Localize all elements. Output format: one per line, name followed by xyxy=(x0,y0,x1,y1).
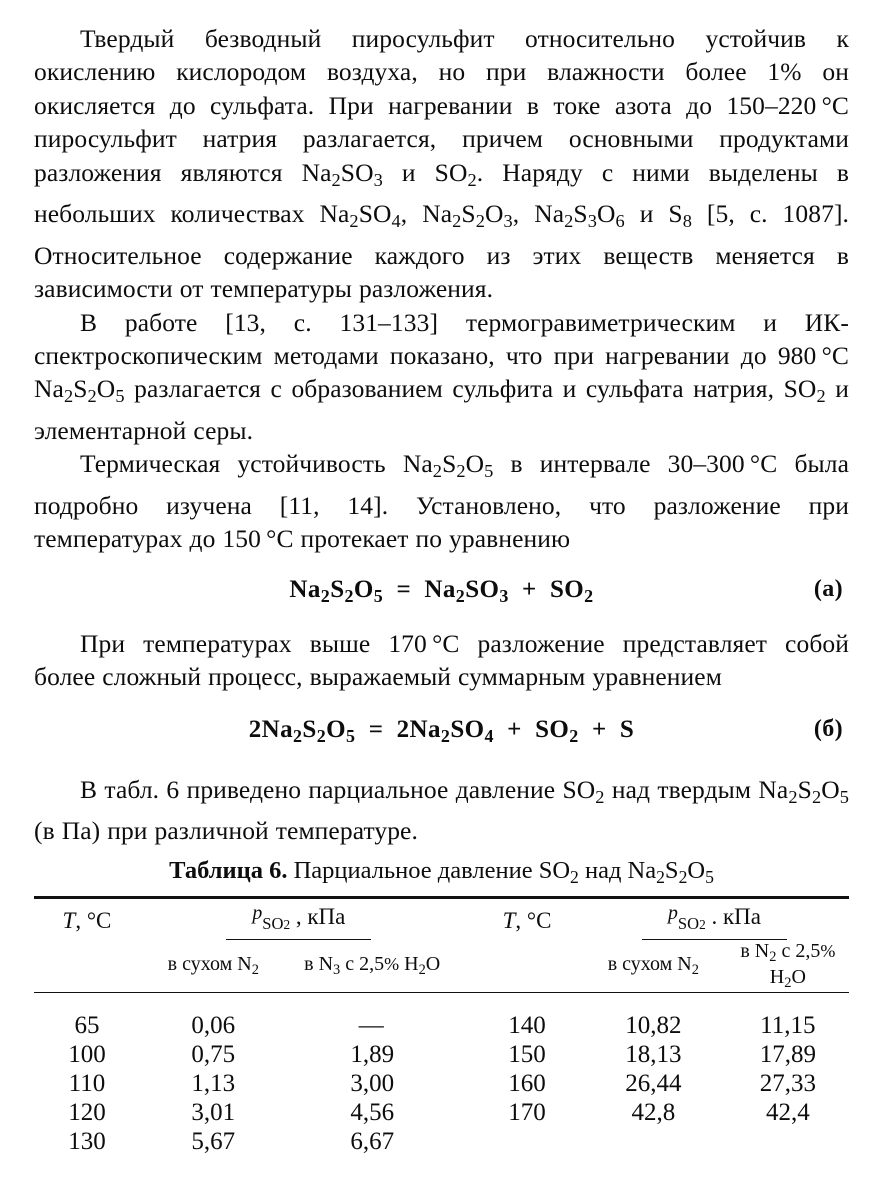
cell-gap xyxy=(458,1040,474,1069)
equation-a-text: $Na_2S_2O_5 = Na_2SO_3 + SO_2$ xyxy=(289,575,594,606)
subheader-wet-left: в $N_3$ с 2,5% $H_2O$ xyxy=(304,953,441,979)
cell-temp-left: 65 xyxy=(74,1012,100,1040)
cell-temp-right: 150 xyxy=(508,1041,546,1069)
cell-temp-right xyxy=(474,1127,580,1156)
paragraph-3: Термическая устойчивость $Na_2S_2O_5$ в интервале 30–300 °C была подробно изучена [11, 14]. Установлено, что разложение при температурах до 150 °C протекает по уравнению xyxy=(34,449,849,554)
paragraph-5: В табл. 6 приведено парциальное давление $SO_2$ над твердым $Na_2S_2O_5$ (в Па) при различной температуре. xyxy=(34,774,850,846)
cell-wet-right xyxy=(727,1127,849,1156)
paragraph-2: В работе [13, с. 131–133] термогравиметрическим и ИК-спектроскопическим методами показано, что при нагревании до 980 °C $Na_2S_2O_5$ разлагается с образованием сульфита и сульфата натрия, $SO_2$ и элементарной серы. xyxy=(34,307,849,445)
header-temp-left: T, °C xyxy=(62,908,112,934)
subheader-dry-right: в сухом $N_2$ xyxy=(607,953,699,979)
cell-gap xyxy=(458,1098,474,1127)
cell-wet-right: 11,15 xyxy=(760,1012,816,1040)
cell-dry-right xyxy=(580,1127,727,1156)
cell-temp-right: 140 xyxy=(508,1012,546,1040)
table-row xyxy=(34,1069,849,1098)
table-row xyxy=(34,1098,849,1127)
cell-temp-left: 110 xyxy=(68,1070,106,1098)
pressure-table xyxy=(34,896,849,1156)
cell-wet-left: 3,00 xyxy=(350,1070,395,1098)
subheader-blank-right xyxy=(474,940,580,993)
equation-b-text: $2Na_2S_2O_5 = 2Na_2SO_4 + SO_2 + S$ xyxy=(248,715,635,746)
cell-wet-right: 17,89 xyxy=(759,1041,816,1069)
table-header-row xyxy=(34,902,849,940)
equation-a-number: (а) xyxy=(813,575,843,602)
header-temp-right: T, °C xyxy=(502,908,552,934)
cell-wet-left: 4,56 xyxy=(350,1099,395,1127)
cell-wet-left: 6,67 xyxy=(350,1128,395,1156)
subheader-blank-left xyxy=(34,940,140,993)
cell-temp-left: 100 xyxy=(68,1041,106,1069)
paragraph-1: Твердый безводный пиросульфит относительно устойчив к окислению кислородом воздуха, но при влажности более 1% он окисляется до сульфата. При нагревании в токе азота до 150–220 °C пиросульфит натрия разлагается, причем основными продуктами разложения являются $Na_2SO_3$ и $SO_2$. Наряду с ними выделены в небольших количествах $Na_2SO_4$, $Na_2S_2O_3$, $Na_2S_3O_6$ и $S_8$ [5, с. 1087]. Относительное содержание каждого из этих веществ меняется в зависимости от температуры разложения. xyxy=(34,24,850,304)
equation-b-number: (б) xyxy=(813,715,843,742)
subheader-gap xyxy=(458,940,474,993)
cell-dry-left: 3,01 xyxy=(191,1099,236,1127)
equation-a xyxy=(34,576,849,607)
cell-dry-left: 5,67 xyxy=(191,1128,236,1156)
table-row xyxy=(34,1127,849,1156)
cell-dry-right: 42,8 xyxy=(631,1099,676,1127)
cell-temp-right: 160 xyxy=(508,1070,546,1098)
equation-b xyxy=(34,716,849,747)
header-pressure-right: $p_{SO2}$ . кПа xyxy=(580,902,849,940)
cell-wet-left: 1,89 xyxy=(350,1041,395,1069)
cell-wet-right: 42,4 xyxy=(765,1099,810,1127)
table-subheader-row xyxy=(34,940,849,993)
table-caption: Таблица 6. Парциальное давление $SO_2$ над $Na_2S_2O_5$ xyxy=(169,857,714,888)
header-pressure-left: $p_{SO2}$ , кПа xyxy=(140,902,458,940)
cell-temp-left: 130 xyxy=(68,1128,106,1156)
cell-wet-right: 27,33 xyxy=(759,1070,816,1098)
cell-dry-right: 18,13 xyxy=(625,1041,682,1069)
subheader-dry-left: в сухом $N_2$ xyxy=(167,953,259,979)
subheader-wet-right: в $N_2$ с 2,5% $H_2O$ xyxy=(740,939,836,992)
cell-dry-right: 26,44 xyxy=(625,1070,682,1098)
cell-gap xyxy=(458,1127,474,1156)
cell-gap xyxy=(458,1011,474,1040)
table-caption-prefix: Таблица 6. xyxy=(169,857,288,885)
cell-wet-left: — xyxy=(358,1012,386,1040)
cell-dry-left: 0,06 xyxy=(191,1012,236,1040)
cell-dry-left: 0,75 xyxy=(191,1041,236,1069)
paragraph-4: При температурах выше 170 °C разложение представляет собой более сложный процесс, выражаемый суммарным уравнением xyxy=(34,628,849,692)
table-row xyxy=(34,1011,849,1040)
header-gap xyxy=(458,902,474,940)
cell-temp-right: 170 xyxy=(508,1099,546,1127)
table-mid-rule xyxy=(34,993,849,1012)
cell-temp-left: 120 xyxy=(68,1099,106,1127)
table-row xyxy=(34,1040,849,1069)
cell-dry-left: 1,13 xyxy=(191,1070,236,1098)
cell-dry-right: 10,82 xyxy=(625,1012,682,1040)
cell-gap xyxy=(458,1069,474,1098)
